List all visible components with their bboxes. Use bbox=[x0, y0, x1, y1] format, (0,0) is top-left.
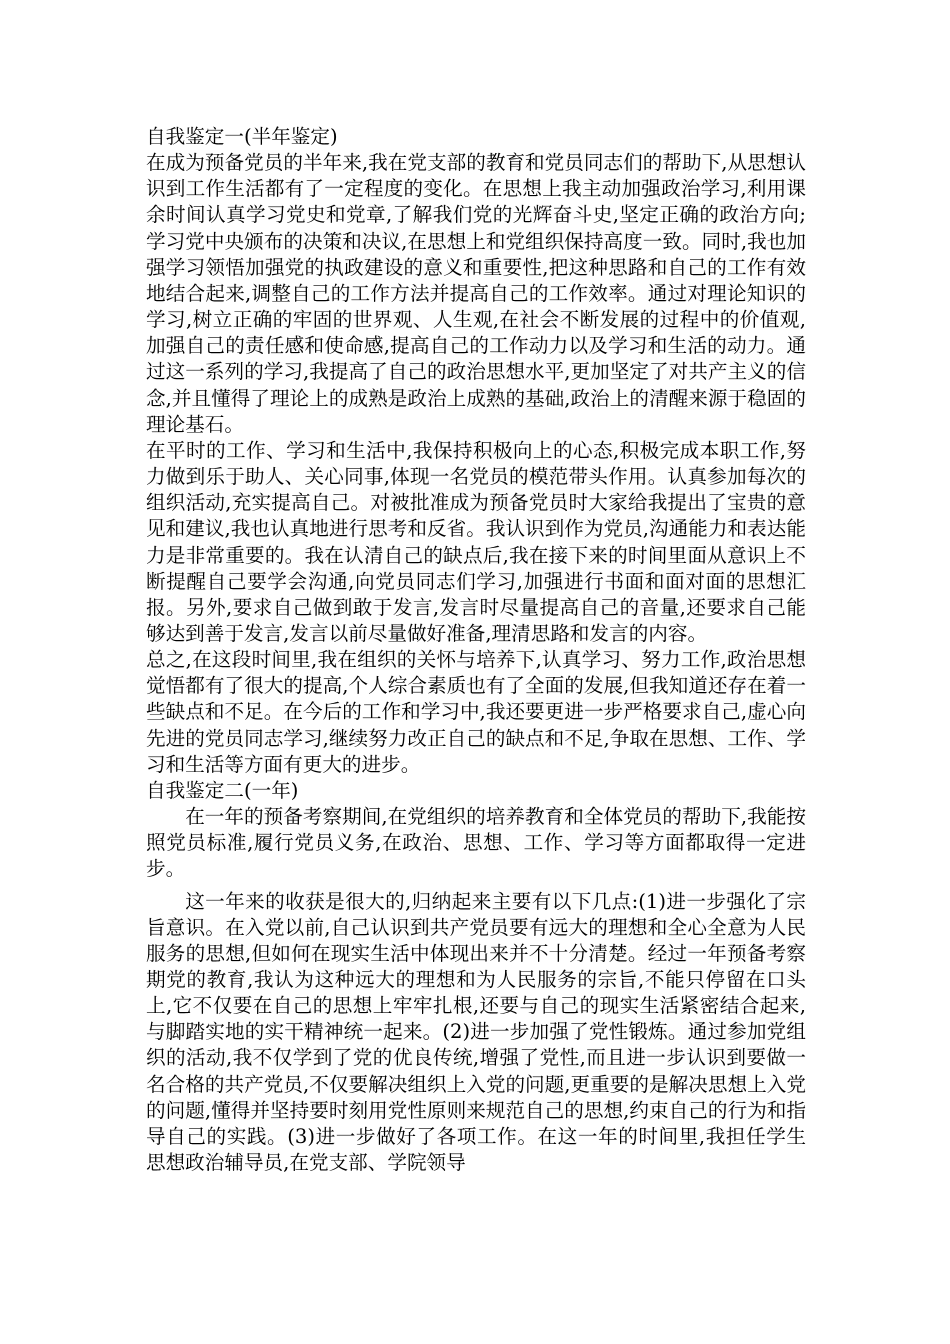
section-2-paragraph-2: 这一年来的收获是很大的,归纳起来主要有以下几点:(1)进一步强化了宗旨意识。在入党以前,自己认识到共产党员要有远大的理想和全心全意为人民服务的思想,但如何在现实生活中体现出来并不十分清楚。经过一年预备考察期党的教育,我认为这种远大的理想和为人民服务的宗旨,不能只停留在口头上,它不仅要在自己的思想上牢牢扎根,还要与自己的现实生活紧密结合起来,与脚踏实地的实干精神统一起来。(2)进一步加强了党性锻炼。通过参加党组织的活动,我不仅学到了党的优良传统,增强了党性,而且进一步认识到要做一名合格的共产党员,不仅要解决组织上入党的问题,更重要的是解决思想上入党的问题,懂得并坚持要时刻用党性原则来规范自己的思想,约束自己的行为和指导自己的实践。(3)进一步做好了各项工作。在这一年的时间里,我担任学生思想政治辅导员,在党支部、学院领导 bbox=[146, 889, 806, 1175]
section-1-paragraph-2: 在平时的工作、学习和生活中,我保持积极向上的心态,积极完成本职工作,努力做到乐于助人、关心同事,体现一名党员的模范带头作用。认真参加每次的组织活动,充实提高自己。对被批准成为预备党员时大家给我提出了宝贵的意见和建议,我也认真地进行思考和反省。我认识到作为党员,沟通能力和表达能力是非常重要的。我在认清自己的缺点后,我在接下来的时间里面从意识上不断提醒自己要学会沟通,向党员同志们学习,加强进行书面和面对面的思想汇报。另外,要求自己做到敢于发言,发言时尽量提高自己的音量,还要求自己能够达到善于发言,发言以前尽量做好准备,理清思路和发言的内容。 bbox=[146, 438, 806, 645]
section-2-title: 自我鉴定二(一年) bbox=[146, 778, 299, 802]
section-1-title: 自我鉴定一(半年鉴定) bbox=[146, 125, 338, 148]
section-2-paragraph-1: 在一年的预备考察期间,在党组织的培养教育和全体党员的帮助下,我能按照党员标准,履行党员义务,在政治、思想、工作、学习等方面都取得一定进步。 bbox=[146, 805, 806, 881]
section-1-paragraph-3: 总之,在这段时间里,我在组织的关怀与培养下,认真学习、努力工作,政治思想觉悟都有了很大的提高,个人综合素质也有了全面的发展,但我知道还存在着一些缺点和不足。在今后的工作和学习中,我还要更进一步严格要求自己,虚心向先进的党员同志学习,继续努力改正自己的缺点和不足,争取在思想、工作、学习和生活等方面有更大的进步。 bbox=[146, 648, 806, 776]
section-1-paragraph-1: 在成为预备党员的半年来,我在党支部的教育和党员同志们的帮助下,从思想认识到工作生活都有了一定程度的变化。在思想上我主动加强政治学习,利用课余时间认真学习党史和党章,了解我们党的光辉奋斗史,坚定正确的政治方向;学习党中央颁布的决策和决议,在思想上和党组织保持高度一致。同时,我也加强学习领悟加强党的执政建设的意义和重要性,把这种思路和自己的工作有效地结合起来,调整自己的工作方法并提高自己的工作效率。通过对理论知识的学习,树立正确的牢固的世界观、人生观,在社会不断发展的过程中的价值观,加强自己的责任感和使命感,提高自己的工作动力以及学习和生活的动力。通过这一系列的学习,我提高了自己的政治思想水平,更加坚定了对共产主义的信念,并且懂得了理论上的成熟是政治上成熟的基础,政治上的清醒来源于稳固的理论基石。 bbox=[146, 151, 806, 436]
document-page bbox=[146, 124, 806, 1176]
